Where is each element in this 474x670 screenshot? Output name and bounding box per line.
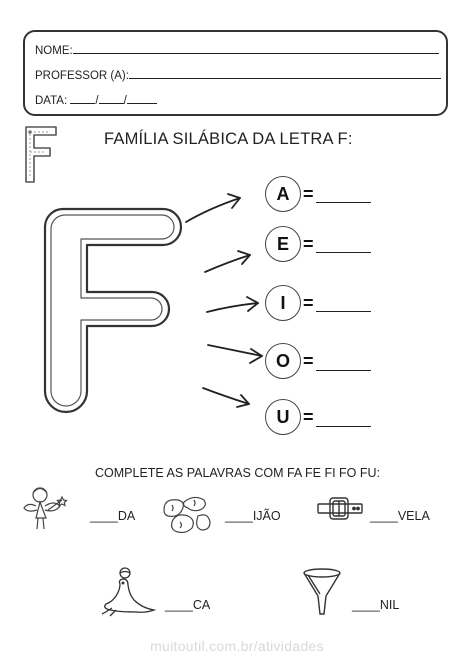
equals-sign: = <box>303 234 314 254</box>
vowel-row-o <box>265 343 301 379</box>
seal-icon <box>98 566 160 618</box>
date-label: DATA: <box>35 95 68 107</box>
equals-sign: = <box>303 184 314 204</box>
teacher-label: PROFESSOR (A): <box>35 70 129 82</box>
belt-buckle-icon <box>316 496 364 522</box>
word-foca[interactable] <box>165 598 210 612</box>
vowel-circle: A <box>265 176 301 212</box>
name-label: NOME: <box>35 45 73 57</box>
vowel-circle: I <box>265 285 301 321</box>
word-blank[interactable]: ____ <box>165 598 193 612</box>
word-ending: CA <box>192 598 211 612</box>
word-ending: VELA <box>397 509 430 523</box>
answer-blank-i[interactable] <box>316 310 371 312</box>
word-funil[interactable] <box>352 598 399 612</box>
word-fada[interactable] <box>90 509 135 523</box>
date-separator: / <box>123 95 127 107</box>
vowel-row-e <box>265 226 301 262</box>
funnel-icon <box>300 566 344 618</box>
vowel-row-a <box>265 176 301 212</box>
beans-icon <box>158 492 214 536</box>
answer-blank-a[interactable] <box>316 201 371 203</box>
vowel-row-i <box>265 285 301 321</box>
page-title: FAMÍLIA SILÁBICA DA LETRA F: <box>104 130 353 148</box>
equals-sign: = <box>303 293 314 313</box>
fairy-icon <box>18 482 72 534</box>
vowel-circle: U <box>265 399 301 435</box>
equals-sign: = <box>303 407 314 427</box>
word-blank[interactable]: ____ <box>352 598 380 612</box>
date-separator: / <box>95 95 99 107</box>
word-ending: DA <box>117 509 136 523</box>
word-fivela[interactable] <box>370 509 430 523</box>
answer-blank-e[interactable] <box>316 251 371 253</box>
equals-sign: = <box>303 351 314 371</box>
answer-blank-u[interactable] <box>316 425 371 427</box>
word-blank[interactable]: ____ <box>90 509 118 523</box>
instruction-text: COMPLETE AS PALAVRAS COM FA FE FI FO FU: <box>95 466 381 480</box>
vowel-circle: E <box>265 226 301 262</box>
word-blank[interactable]: ____ <box>225 509 253 523</box>
word-feijao[interactable] <box>225 509 281 523</box>
word-ending: IJÃO <box>252 509 281 523</box>
vowel-circle: O <box>265 343 301 379</box>
answer-blank-o[interactable] <box>316 369 371 371</box>
footer-watermark: muitoutil.com.br/atividades <box>150 638 324 654</box>
vowel-row-u <box>265 399 301 435</box>
word-ending: NIL <box>379 598 400 612</box>
word-blank[interactable]: ____ <box>370 509 398 523</box>
arrow-to-a <box>186 198 240 222</box>
